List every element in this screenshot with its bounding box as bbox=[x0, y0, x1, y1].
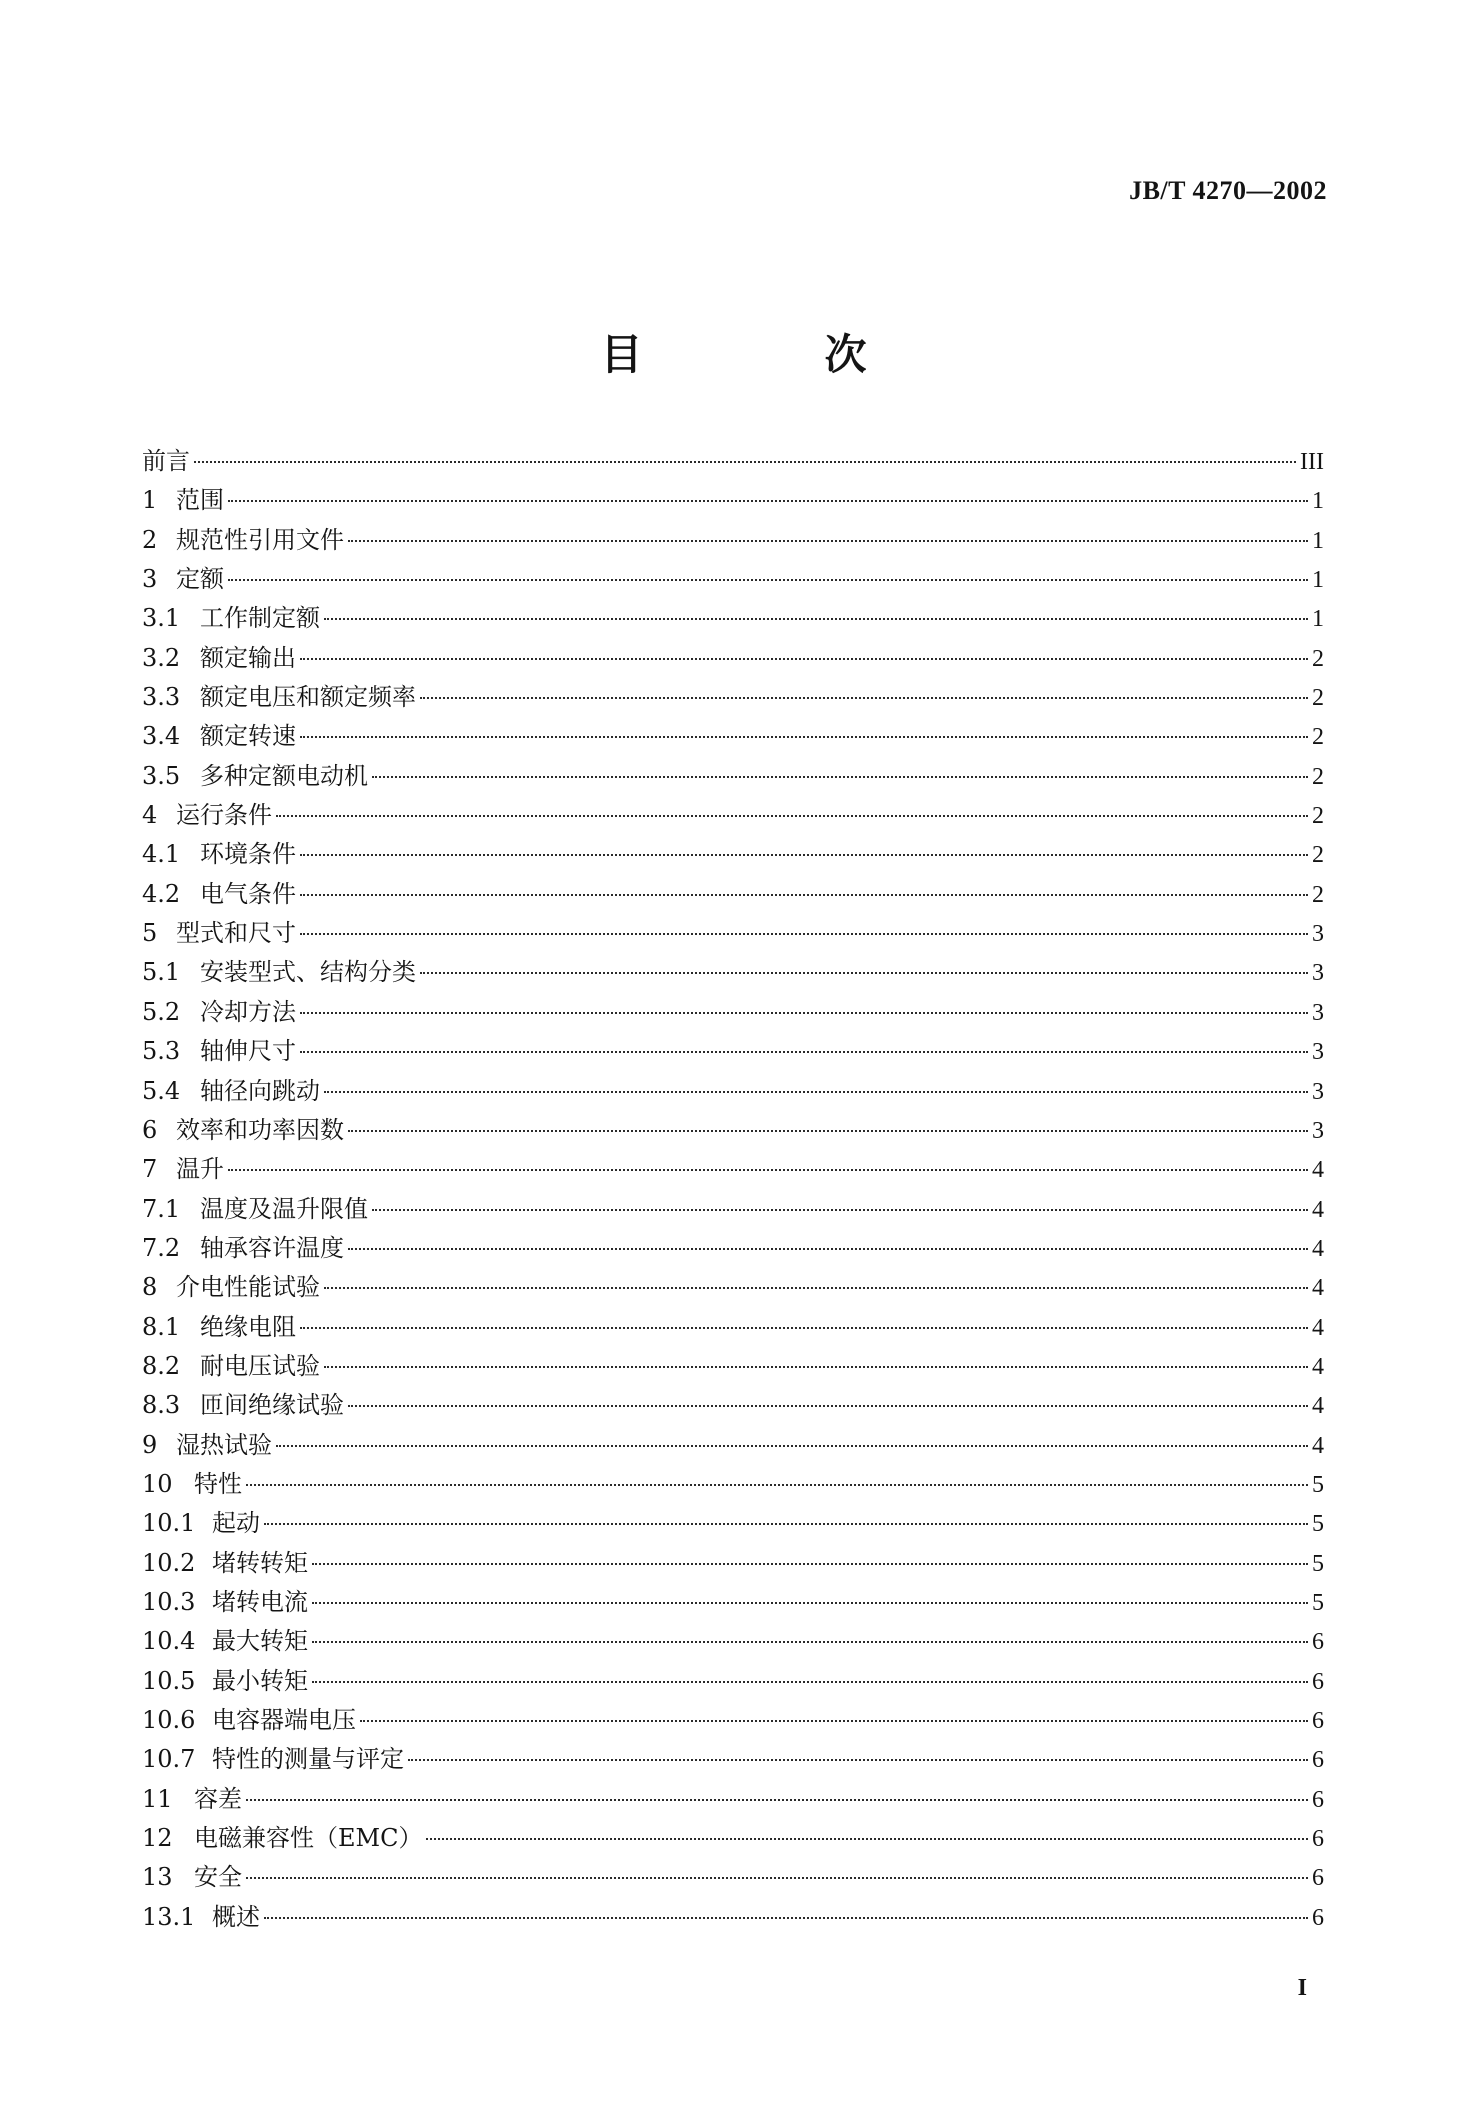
toc-entry-number: 3 bbox=[142, 565, 158, 594]
table-of-contents bbox=[142, 442, 1324, 1937]
toc-entry-title: 电磁兼容性（EMC） bbox=[194, 1824, 423, 1853]
toc-entry-title: 多种定额电动机 bbox=[200, 761, 368, 790]
dot-leader bbox=[420, 972, 1308, 974]
dot-leader bbox=[300, 894, 1308, 896]
toc-entry-number: 3.3 bbox=[142, 683, 181, 712]
toc-entry-title: 最小转矩 bbox=[212, 1666, 308, 1695]
toc-entry[interactable] bbox=[142, 1308, 1324, 1347]
toc-entry-title: 电气条件 bbox=[200, 879, 296, 908]
toc-entry-number: 5.1 bbox=[142, 958, 181, 987]
toc-entry-page: 2 bbox=[1312, 763, 1324, 790]
dot-leader bbox=[312, 1641, 1308, 1643]
dot-leader bbox=[300, 1012, 1308, 1014]
dot-leader bbox=[324, 1091, 1308, 1093]
dot-leader bbox=[264, 1523, 1308, 1525]
dot-leader bbox=[300, 933, 1308, 935]
toc-entry-title: 耐电压试验 bbox=[200, 1351, 320, 1380]
toc-entry-number: 5.2 bbox=[142, 997, 181, 1026]
toc-entry-page: 1 bbox=[1312, 567, 1324, 594]
toc-entry-number: 2 bbox=[142, 525, 158, 554]
toc-entry[interactable] bbox=[142, 1544, 1324, 1583]
toc-entry-title: 安全 bbox=[194, 1863, 242, 1892]
toc-entry-page: 3 bbox=[1312, 921, 1324, 948]
toc-entry-page: 6 bbox=[1312, 1747, 1324, 1774]
toc-entry-number: 4.1 bbox=[142, 840, 181, 869]
toc-entry-page: 2 bbox=[1312, 842, 1324, 869]
toc-entry-title: 匝间绝缘试验 bbox=[200, 1391, 344, 1420]
toc-entry[interactable] bbox=[142, 835, 1324, 874]
toc-entry-number: 3.2 bbox=[142, 643, 181, 672]
dot-leader bbox=[246, 1877, 1308, 1879]
dot-leader bbox=[276, 1445, 1308, 1447]
toc-entry-number: 7.1 bbox=[142, 1194, 181, 1223]
toc-entry[interactable] bbox=[142, 1701, 1324, 1740]
toc-entry[interactable] bbox=[142, 796, 1324, 835]
toc-entry-title: 效率和功率因数 bbox=[176, 1115, 344, 1144]
toc-entry-title: 轴伸尺寸 bbox=[200, 1037, 296, 1066]
toc-entry[interactable] bbox=[142, 1190, 1324, 1229]
toc-entry-page: 6 bbox=[1312, 1786, 1324, 1813]
toc-entry-title: 堵转转矩 bbox=[212, 1548, 308, 1577]
toc-entry-page: 5 bbox=[1312, 1471, 1324, 1498]
toc-entry-title: 定额 bbox=[176, 565, 224, 594]
toc-entry-page: 1 bbox=[1312, 527, 1324, 554]
toc-entry-title: 堵转电流 bbox=[212, 1587, 308, 1616]
toc-entry[interactable] bbox=[142, 1465, 1324, 1504]
toc-entry-number: 7.2 bbox=[142, 1233, 181, 1262]
toc-entry-title: 电容器端电压 bbox=[212, 1706, 356, 1734]
dot-leader bbox=[300, 1051, 1308, 1053]
toc-entry-number: 4 bbox=[142, 801, 158, 830]
toc-entry-number: 10.4 bbox=[142, 1627, 196, 1656]
dot-leader bbox=[372, 1209, 1308, 1211]
toc-entry[interactable] bbox=[142, 639, 1324, 678]
toc-entry-title: 起动 bbox=[212, 1509, 260, 1538]
dot-leader bbox=[300, 1327, 1308, 1329]
toc-entry-number: 6 bbox=[142, 1115, 158, 1144]
toc-entry-number: 1 bbox=[142, 486, 158, 515]
toc-entry-number: 10 bbox=[142, 1469, 173, 1498]
toc-entry-number: 12 bbox=[142, 1824, 173, 1853]
toc-entry-number: 10.6 bbox=[142, 1706, 196, 1734]
dot-leader bbox=[348, 1248, 1308, 1250]
toc-entry-page: 5 bbox=[1312, 1511, 1324, 1538]
toc-entry-title: 湿热试验 bbox=[176, 1430, 272, 1459]
dot-leader bbox=[300, 658, 1308, 660]
toc-entry-page: 2 bbox=[1312, 803, 1324, 830]
dot-leader bbox=[360, 1720, 1308, 1722]
toc-entry-number: 3.1 bbox=[142, 604, 181, 633]
dot-leader bbox=[312, 1681, 1308, 1683]
dot-leader bbox=[324, 1366, 1308, 1368]
toc-entry[interactable] bbox=[142, 757, 1324, 796]
toc-entry-number: 10.1 bbox=[142, 1509, 196, 1538]
toc-entry-page: 6 bbox=[1312, 1629, 1324, 1656]
toc-entry[interactable] bbox=[142, 1662, 1324, 1701]
toc-entry-page: 4 bbox=[1312, 1157, 1324, 1184]
toc-entry[interactable] bbox=[142, 560, 1324, 599]
toc-entry-page: 4 bbox=[1312, 1235, 1324, 1262]
dot-leader bbox=[420, 697, 1308, 699]
toc-entry-title: 温升 bbox=[176, 1155, 224, 1184]
toc-entry-page: 2 bbox=[1312, 881, 1324, 908]
dot-leader bbox=[276, 815, 1308, 817]
toc-entry-title: 轴径向跳动 bbox=[200, 1076, 320, 1105]
toc-entry-page: 1 bbox=[1312, 606, 1324, 633]
toc-entry-number: 5 bbox=[142, 919, 158, 948]
toc-entry-page: 6 bbox=[1312, 1904, 1324, 1931]
toc-entry[interactable] bbox=[142, 1504, 1324, 1543]
toc-entry[interactable] bbox=[142, 442, 1324, 481]
toc-entry-page: 6 bbox=[1312, 1826, 1324, 1853]
toc-entry-number: 7 bbox=[142, 1155, 158, 1184]
toc-entry-number: 9 bbox=[142, 1430, 158, 1459]
toc-entry[interactable] bbox=[142, 875, 1324, 914]
toc-entry-title: 运行条件 bbox=[176, 801, 272, 830]
toc-entry-title: 额定电压和额定频率 bbox=[200, 683, 416, 712]
dot-leader bbox=[312, 1563, 1308, 1565]
toc-entry[interactable] bbox=[142, 1111, 1324, 1150]
toc-entry-page: 2 bbox=[1312, 645, 1324, 672]
toc-entry[interactable] bbox=[142, 599, 1324, 638]
toc-entry-title: 最大转矩 bbox=[212, 1627, 308, 1656]
toc-entry[interactable] bbox=[142, 521, 1324, 560]
toc-entry[interactable] bbox=[142, 1819, 1324, 1858]
toc-entry-title: 环境条件 bbox=[200, 840, 296, 869]
toc-entry-title: 温度及温升限值 bbox=[200, 1194, 368, 1223]
toc-entry-title: 介电性能试验 bbox=[176, 1273, 320, 1302]
toc-entry-page: 3 bbox=[1312, 1039, 1324, 1066]
toc-entry[interactable] bbox=[142, 1268, 1324, 1307]
toc-entry-title: 型式和尺寸 bbox=[176, 919, 296, 948]
toc-entry[interactable] bbox=[142, 1072, 1324, 1111]
toc-entry-page: 2 bbox=[1312, 685, 1324, 712]
toc-entry-number: 5.4 bbox=[142, 1076, 181, 1105]
toc-entry-page: 3 bbox=[1312, 1078, 1324, 1105]
dot-leader bbox=[246, 1484, 1308, 1486]
dot-leader bbox=[348, 540, 1308, 542]
toc-entry-page: 5 bbox=[1312, 1589, 1324, 1616]
toc-entry-number: 11 bbox=[142, 1784, 173, 1813]
toc-entry[interactable] bbox=[142, 1426, 1324, 1465]
toc-entry[interactable] bbox=[142, 1032, 1324, 1071]
toc-entry[interactable] bbox=[142, 1898, 1324, 1937]
dot-leader bbox=[246, 1799, 1308, 1801]
toc-entry-title: 特性的测量与评定 bbox=[212, 1745, 404, 1774]
dot-leader bbox=[264, 1917, 1308, 1919]
toc-entry[interactable] bbox=[142, 993, 1324, 1032]
dot-leader bbox=[408, 1759, 1308, 1761]
dot-leader bbox=[372, 776, 1308, 778]
toc-entry-number: 13 bbox=[142, 1863, 173, 1892]
dot-leader bbox=[194, 461, 1296, 463]
toc-entry-number: 10.7 bbox=[142, 1745, 196, 1774]
toc-entry[interactable] bbox=[142, 914, 1324, 953]
toc-entry-title: 规范性引用文件 bbox=[176, 525, 344, 554]
dot-leader bbox=[348, 1130, 1308, 1132]
toc-entry-title: 容差 bbox=[194, 1784, 242, 1813]
toc-entry-number: 5.3 bbox=[142, 1037, 181, 1066]
toc-entry[interactable] bbox=[142, 1622, 1324, 1661]
toc-entry[interactable] bbox=[142, 1150, 1324, 1189]
dot-leader bbox=[348, 1405, 1308, 1407]
dot-leader bbox=[426, 1838, 1308, 1840]
toc-entry-number: 10.2 bbox=[142, 1548, 196, 1577]
toc-entry-number: 8.1 bbox=[142, 1312, 181, 1341]
toc-entry-page: III bbox=[1300, 449, 1324, 475]
toc-entry-number: 10.5 bbox=[142, 1666, 196, 1695]
toc-entry[interactable] bbox=[142, 481, 1324, 520]
toc-entry-number: 4.2 bbox=[142, 879, 181, 908]
toc-entry-title: 额定输出 bbox=[200, 643, 296, 672]
toc-entry-page: 4 bbox=[1312, 1196, 1324, 1223]
toc-entry[interactable] bbox=[142, 1740, 1324, 1779]
toc-entry[interactable] bbox=[142, 1583, 1324, 1622]
dot-leader bbox=[324, 618, 1308, 620]
toc-entry-number: 8 bbox=[142, 1273, 158, 1302]
toc-entry-title: 概述 bbox=[212, 1902, 260, 1931]
standard-number: JB/T 4270—2002 bbox=[1129, 176, 1327, 205]
toc-entry-page: 6 bbox=[1312, 1668, 1324, 1695]
toc-entry-page: 6 bbox=[1312, 1708, 1324, 1734]
toc-entry-number: 13.1 bbox=[142, 1902, 196, 1931]
dot-leader bbox=[228, 579, 1308, 581]
toc-entry-number: 3.5 bbox=[142, 761, 181, 790]
toc-entry-page: 4 bbox=[1312, 1353, 1324, 1380]
toc-entry-page: 6 bbox=[1312, 1865, 1324, 1892]
toc-entry-page: 4 bbox=[1312, 1314, 1324, 1341]
page-title: 目 次 bbox=[600, 330, 937, 379]
toc-entry[interactable] bbox=[142, 717, 1324, 756]
toc-entry-title: 特性 bbox=[194, 1469, 242, 1498]
toc-entry-title: 额定转速 bbox=[200, 722, 296, 751]
toc-entry[interactable] bbox=[142, 678, 1324, 717]
toc-entry-page: 4 bbox=[1312, 1432, 1324, 1459]
toc-entry[interactable] bbox=[142, 953, 1324, 992]
toc-entry-title: 工作制定额 bbox=[200, 604, 320, 633]
toc-entry-page: 3 bbox=[1312, 999, 1324, 1026]
toc-entry[interactable] bbox=[142, 1780, 1324, 1819]
dot-leader bbox=[324, 1287, 1308, 1289]
dot-leader bbox=[300, 736, 1308, 738]
toc-entry-title: 范围 bbox=[176, 486, 224, 515]
toc-entry-page: 4 bbox=[1312, 1275, 1324, 1302]
dot-leader bbox=[300, 854, 1308, 856]
toc-entry-page: 5 bbox=[1312, 1550, 1324, 1577]
toc-entry-page: 2 bbox=[1312, 724, 1324, 751]
toc-entry-number: 8.3 bbox=[142, 1391, 181, 1420]
toc-entry-number: 10.3 bbox=[142, 1587, 196, 1616]
toc-entry-number: 8.2 bbox=[142, 1351, 181, 1380]
toc-entry-title: 前言 bbox=[142, 447, 190, 475]
toc-entry[interactable] bbox=[142, 1347, 1324, 1386]
dot-leader bbox=[312, 1602, 1308, 1604]
dot-leader bbox=[228, 1169, 1308, 1171]
page-number: I bbox=[1297, 1975, 1307, 2001]
toc-entry[interactable] bbox=[142, 1858, 1324, 1897]
toc-entry-title: 安装型式、结构分类 bbox=[200, 958, 416, 987]
toc-entry-title: 轴承容许温度 bbox=[200, 1233, 344, 1262]
dot-leader bbox=[228, 500, 1308, 502]
toc-entry-page: 3 bbox=[1312, 1117, 1324, 1144]
toc-entry-page: 4 bbox=[1312, 1393, 1324, 1420]
toc-entry[interactable] bbox=[142, 1229, 1324, 1268]
toc-entry[interactable] bbox=[142, 1386, 1324, 1425]
toc-entry-page: 1 bbox=[1312, 488, 1324, 515]
toc-entry-number: 3.4 bbox=[142, 722, 181, 751]
toc-entry-title: 冷却方法 bbox=[200, 997, 296, 1026]
toc-entry-page: 3 bbox=[1312, 960, 1324, 987]
toc-entry-title: 绝缘电阻 bbox=[200, 1312, 296, 1341]
